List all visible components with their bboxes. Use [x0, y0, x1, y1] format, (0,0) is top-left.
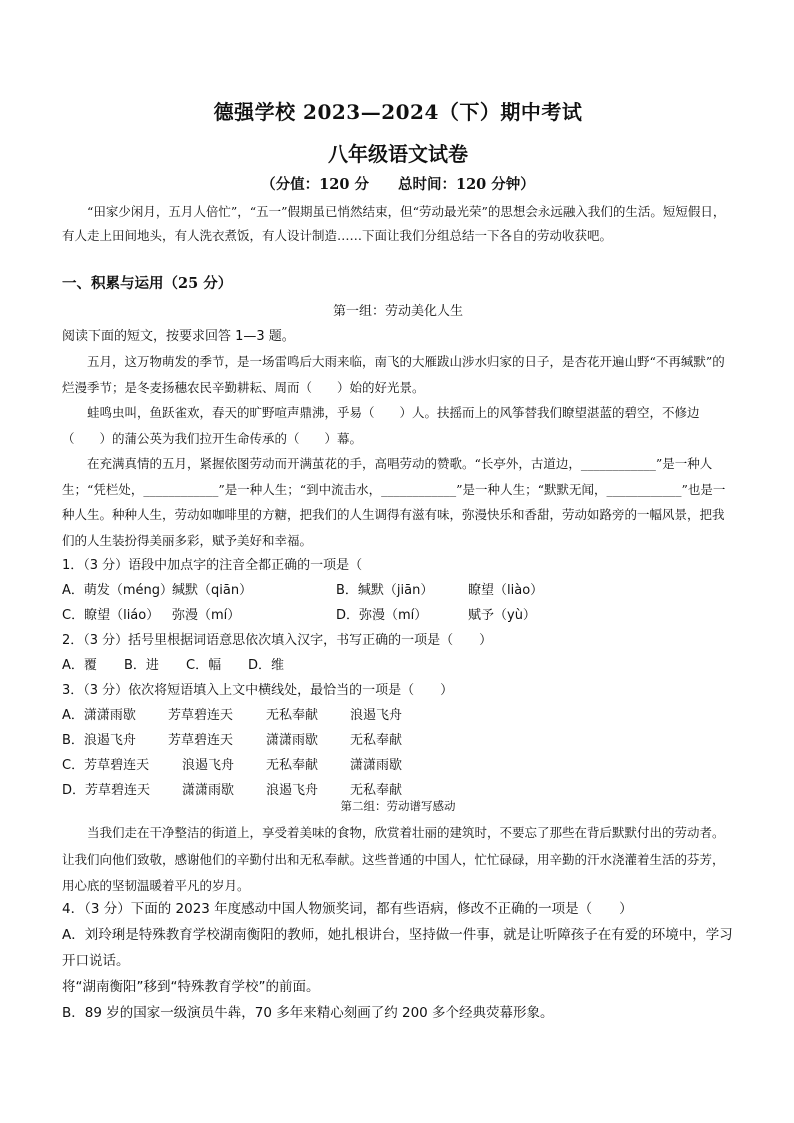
option-b: B．浪遏飞舟: [62, 733, 136, 748]
option-b-extra: 瞭望（liào）: [468, 583, 544, 598]
option-phrase: 浪遏飞舟: [266, 783, 319, 798]
question-4-stem: 4．（3 分）下面的 2023 年度感动中国人物颁奖词，都有些语病，修改不正确的一项是（ ）: [62, 901, 633, 917]
option-phrase: 芳草碧连天: [168, 733, 234, 748]
option-c: C．瞭望（liáo）: [62, 608, 160, 623]
option-c-extra: 弥漫（mí）: [172, 608, 241, 623]
option-phrase: 浪遏飞舟: [350, 708, 403, 723]
option-phrase: 芳草碧连天: [168, 708, 234, 723]
question-2-stem: 2．（3 分）括号里根据词语意思依次填入汉字，书写正确的一项是（ ）: [62, 633, 493, 648]
passage-paragraph: 在充满真情的五月，紧握依图劳动而开满茧花的手，高唱劳动的赞歌。“长亭外，古道边，____________”是一种人生；“凭栏处，____________”是一种人生；“到中流击水，____________”是一种人生；“默默无闻，____________”也是一种人生。种种人生，劳动如咖啡里的方糖，把我们的人生调得有滋有味，弥漫快乐和香甜，劳动如路旁的一幅风景，把我们的人生装扮得美丽多彩，赋予美好和幸福。: [62, 456, 726, 548]
option-row: [62, 753, 734, 778]
question-3-stem: 3．（3 分）依次将短语填入上文中横线处，最恰当的一项是（ ）: [62, 683, 454, 698]
question-4-option-b: B．89 岁的国家一级演员牛犇，70 多年来精心刻画了约 200 多个经典荧幕形象。: [62, 1005, 554, 1021]
section1-body: [62, 324, 734, 803]
passage-paragraph: 五月，这万物萌发的季节，是一场雷鸣后大雨来临，南飞的大雁跋山涉水归家的日子，是杏花开遍山野“不再缄默”的烂漫季节；是冬麦扬穗农民辛勤耕耘、周而（ ）始的好光景。: [62, 354, 725, 395]
question-4: [62, 896, 734, 1026]
question-4-option-a: A．刘玲琍是特殊教育学校湖南衡阳的教师，她扎根讲台，坚持做一件事，就是让听障孩子在有爱的环境中，学习开口说话。: [62, 927, 733, 969]
option-phrase: 无私奉献: [350, 733, 403, 748]
option-phrase: 无私奉献: [266, 708, 319, 723]
option-phrase: 潇潇雨歇: [182, 783, 235, 798]
option-a: A．萌发（méng）: [62, 583, 174, 598]
question-4-option-a-fix: 将“湖南衡阳”移到“特殊教育学校”的前面。: [62, 979, 320, 995]
exam-subtitle: 八年级语文试卷: [328, 142, 468, 166]
question-1-options: [62, 578, 734, 628]
option-row: [62, 603, 734, 628]
option-d: D．弥漫（mí）: [336, 608, 428, 623]
intro-paragraph: “田家少闲月，五月人倍忙”，“五一”假期虽已悄然结束，但“劳动最光荣”的思想会永远融入我们的生活。短短假日，有人走上田间地头，有人洗衣煮饭，有人设计制造……下面让我们分组总结一下各自的劳动收获吧。: [62, 204, 726, 243]
exam-title: 德强学校 2023—2024（下）期中考试: [213, 100, 583, 124]
option-a-extra: 缄默（qiān）: [172, 583, 253, 598]
option-d: D．芳草碧连天: [62, 783, 151, 798]
option-phrase: 浪遏飞舟: [182, 758, 235, 773]
option-d: D．维: [248, 658, 285, 673]
option-phrase: 潇潇雨歇: [266, 733, 319, 748]
option-b: B．进: [124, 658, 159, 673]
option-row: [62, 703, 734, 728]
option-b: B．缄默（jiān）: [336, 583, 434, 598]
passage-paragraph: 蛙鸣虫叫，鱼跃雀欢，春天的旷野喧声鼎沸，乎易（ ）人。扶摇而上的风筝替我们瞭望湛蓝的碧空，不修边（ ）的蒲公英为我们拉开生命传承的（ ）幕。: [62, 405, 700, 446]
group2-title: 第二组：劳动谱写感动: [340, 799, 456, 813]
option-a: A．潇潇雨歇: [62, 708, 136, 723]
option-c: C．芳草碧连天: [62, 758, 150, 773]
reading-instruction: 阅读下面的短文，按要求回答 1—3 题。: [62, 329, 295, 344]
option-a: A．覆: [62, 658, 97, 673]
option-phrase: 潇潇雨歇: [350, 758, 403, 773]
option-row: [62, 728, 734, 753]
group2-passage: 当我们走在干净整洁的街道上，享受着美味的食物，欣赏着壮丽的建筑时，不要忘了那些在背后默默付出的劳动者。让我们向他们致敬，感谢他们的辛勤付出和无私奉献。这些普通的中国人，忙忙碌碌，用辛勤的汗水浇灌着生活的芬芳，用心底的坚韧温暖着平凡的岁月。: [62, 825, 725, 893]
option-phrase: 无私奉献: [266, 758, 319, 773]
option-phrase: 无私奉献: [350, 783, 403, 798]
score-info: （分值：120 分 总时间：120 分钟）: [261, 176, 535, 193]
section-heading: 一、积累与运用（25 分）: [62, 275, 233, 292]
option-c: C．幅: [186, 658, 222, 673]
option-row: [62, 578, 734, 603]
question-3-options: [62, 703, 734, 803]
question-2-options: [62, 653, 734, 678]
question-1-stem: 1．（3 分）语段中加点字的注音全都正确的一项是（: [62, 558, 363, 573]
group1-title: 第一组：劳动美化人生: [332, 304, 463, 319]
option-d-extra: 赋予（yù）: [468, 608, 536, 623]
